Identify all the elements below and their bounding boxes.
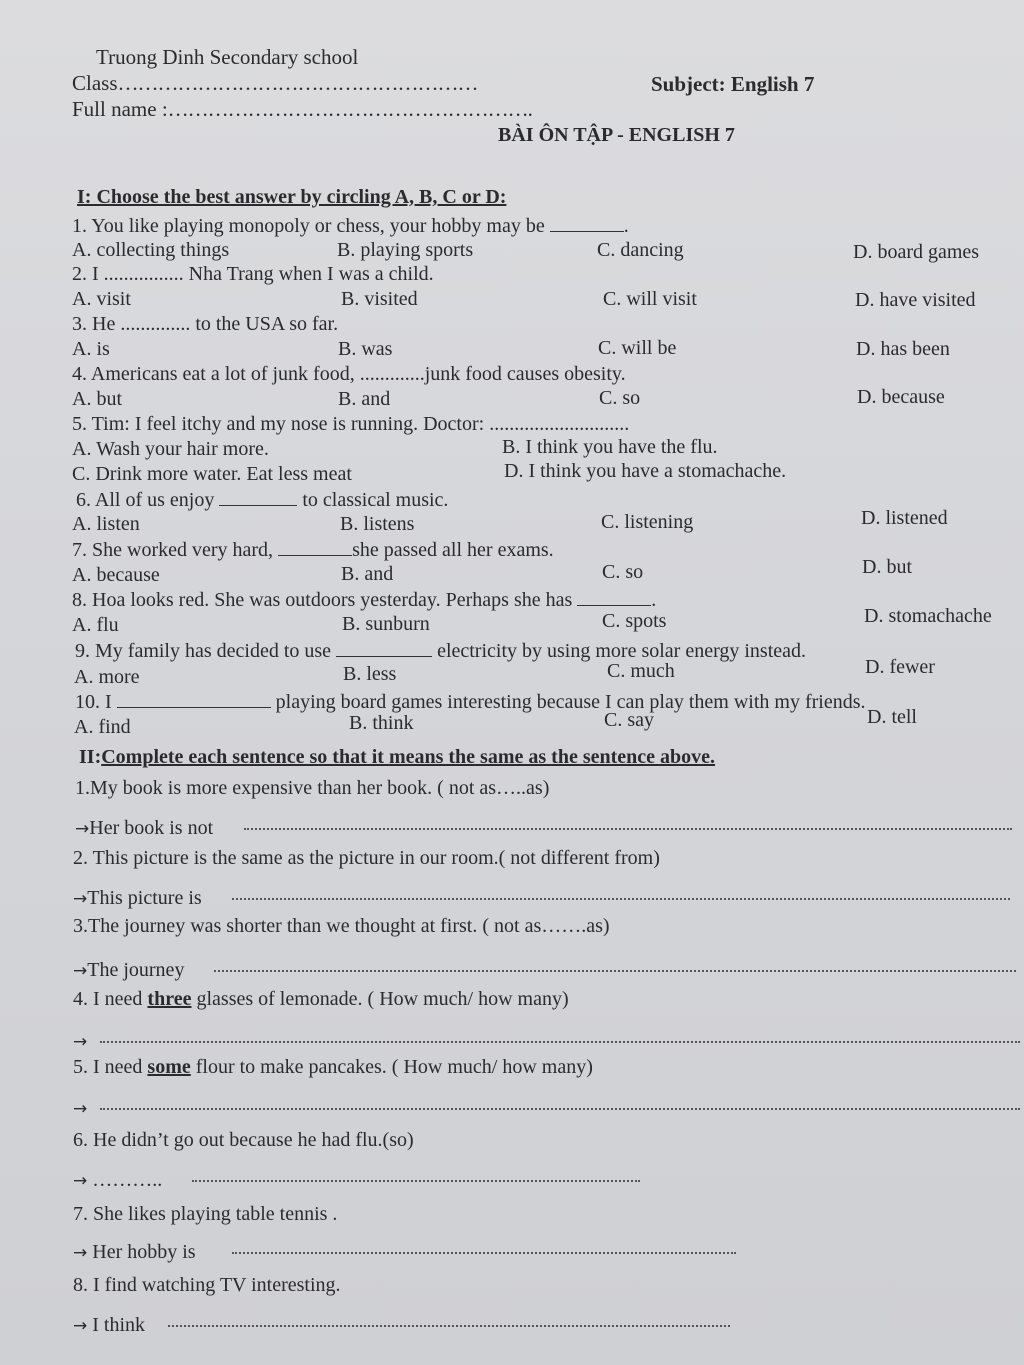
part1-heading: I: Choose the best answer by circling A, B, C or D: — [77, 186, 507, 208]
option-10d: D. tell — [867, 706, 917, 728]
rewrite-6-sentence: 6. He didn’t go out because he had flu.(so) — [73, 1129, 414, 1151]
question-2-stem: 2. I ................ Nha Trang when I was a child. — [72, 263, 434, 285]
answer-blank — [219, 487, 297, 506]
rewrite-2-answer-line[interactable] — [232, 898, 1010, 900]
question-8-stem: 8. Hoa looks red. She was outdoors yesterday. Perhaps she has . — [72, 589, 657, 611]
answer-blank — [278, 537, 352, 556]
rewrite-1-answer: →Her book is not — [75, 817, 214, 839]
school-name: Truong Dinh Secondary school — [96, 45, 359, 69]
question-9-stem: 9. My family has decided to use electricity by using more solar energy instead. — [75, 640, 807, 662]
option-8c: C. spots — [602, 610, 667, 632]
question-7-stem: 7. She worked very hard, she passed all her exams. — [72, 539, 554, 561]
option-7d: D. but — [862, 556, 912, 578]
option-4b: B. and — [338, 388, 391, 410]
option-1c: C. dancing — [597, 239, 684, 261]
option-3b: B. was — [338, 338, 393, 360]
option-2c: C. will visit — [603, 288, 697, 310]
option-5b: B. I think you have the flu. — [502, 436, 718, 458]
option-5c: C. Drink more water. Eat less meat — [72, 463, 352, 485]
option-5a: A. Wash your hair more. — [72, 438, 269, 460]
rewrite-8-sentence: 8. I find watching TV interesting. — [73, 1274, 341, 1296]
question-10-stem: 10. I playing board games interesting because I can play them with my friends. — [75, 691, 866, 713]
option-9d: D. fewer — [865, 656, 935, 678]
option-1d: D. board games — [853, 241, 980, 263]
question-6-stem: 6. All of us enjoy to classical music. — [76, 489, 449, 511]
question-4-stem: 4. Americans eat a lot of junk food, .............junk food causes obesity. — [72, 363, 626, 385]
option-8b: B. sunburn — [342, 613, 430, 635]
option-10b: B. think — [349, 712, 414, 734]
rewrite-8-answer: → I think — [73, 1314, 146, 1336]
option-6c: C. listening — [601, 511, 694, 533]
option-9c: C. much — [607, 660, 675, 682]
class-line — [72, 71, 478, 95]
rewrite-2-answer: →This picture is — [73, 887, 202, 909]
option-6a: A. listen — [72, 513, 140, 535]
rewrite-7-answer: → Her hobby is — [73, 1241, 196, 1263]
option-8d: D. stomachache — [864, 605, 992, 627]
question-1-stem: 1. You like playing monopoly or chess, your hobby may be . — [72, 215, 629, 237]
part2-heading — [79, 745, 715, 769]
rewrite-7-answer-line[interactable] — [232, 1252, 736, 1254]
arrow-icon: → — [73, 1316, 88, 1336]
answer-blank — [117, 689, 271, 708]
rewrite-5-answer — [73, 1096, 87, 1121]
option-9b: B. less — [343, 663, 397, 685]
arrow-icon: → — [73, 1243, 88, 1263]
option-2a: A. visit — [72, 288, 131, 310]
arrow-icon: → — [73, 1171, 88, 1191]
option-3d: D. has been — [856, 338, 950, 360]
option-4a: A. but — [72, 388, 122, 410]
option-4d: D. because — [857, 386, 945, 408]
emphasized-word: some — [147, 1056, 191, 1078]
rewrite-3-answer-line[interactable] — [214, 970, 1016, 972]
rewrite-5-sentence: 5. I need some flour to make pancakes. ( How much/ how many) — [73, 1056, 593, 1078]
fullname-line — [72, 97, 532, 121]
question-5-stem: 5. Tim: I feel itchy and my nose is running. Doctor: ............................ — [72, 413, 630, 435]
part2-number: II: — [79, 746, 102, 768]
page-title: BÀI ÔN TẬP - ENGLISH 7 — [498, 124, 735, 146]
arrow-icon: → — [73, 1099, 88, 1119]
class-label: Class — [72, 71, 118, 95]
option-2b: B. visited — [341, 288, 418, 310]
rewrite-1-answer-line[interactable] — [244, 828, 1012, 830]
rewrite-5-answer-line[interactable] — [100, 1108, 1020, 1110]
option-1a: A. collecting things — [72, 239, 230, 261]
option-7a: A. because — [72, 564, 160, 586]
rewrite-6-answer: → ……….. — [73, 1169, 163, 1191]
option-5d: D. I think you have a stomachache. — [504, 460, 787, 482]
class-dots: ……………………………………………… — [117, 71, 478, 95]
option-3c: C. will be — [598, 337, 677, 359]
arrow-icon: → — [73, 961, 88, 981]
question-3-stem: 3. He .............. to the USA so far. — [72, 313, 339, 335]
fullname-dots: ………………………………………………. — [167, 97, 532, 121]
option-4c: C. so — [599, 387, 641, 409]
option-7c: C. so — [602, 561, 644, 583]
option-1b: B. playing sports — [337, 239, 474, 261]
arrow-icon: → — [73, 889, 88, 909]
option-9a: A. more — [74, 666, 140, 688]
subject-label: Subject: English 7 — [651, 72, 815, 96]
answer-blank — [550, 213, 624, 232]
arrow-icon: → — [75, 819, 90, 839]
option-8a: A. flu — [72, 614, 119, 636]
rewrite-2-sentence: 2. This picture is the same as the picture in our room.( not different from) — [73, 847, 660, 869]
answer-blank — [577, 587, 651, 606]
arrow-icon: → — [73, 1032, 88, 1052]
option-3a: A. is — [72, 338, 110, 360]
rewrite-4-sentence: 4. I need three glasses of lemonade. ( How much/ how many) — [73, 988, 569, 1010]
rewrite-4-answer — [73, 1029, 87, 1054]
rewrite-7-sentence: 7. She likes playing table tennis . — [73, 1203, 338, 1225]
part2-instruction: Complete each sentence so that it means the same as the sentence above. — [101, 746, 716, 768]
option-10c: C. say — [604, 709, 654, 731]
option-7b: B. and — [341, 563, 394, 585]
option-6b: B. listens — [340, 513, 415, 535]
option-6d: D. listened — [861, 507, 948, 529]
option-2d: D. have visited — [855, 289, 976, 311]
rewrite-8-answer-line[interactable] — [168, 1325, 730, 1327]
rewrite-3-answer: →The journey — [73, 959, 185, 981]
fullname-label: Full name : — [72, 97, 168, 121]
emphasized-word: three — [147, 988, 192, 1010]
rewrite-6-answer-line[interactable] — [192, 1180, 640, 1182]
rewrite-3-sentence: 3.The journey was shorter than we thought at first. ( not as…….as) — [73, 915, 610, 937]
option-10a: A. find — [74, 716, 131, 738]
rewrite-1-sentence: 1.My book is more expensive than her book. ( not as…..as) — [75, 777, 550, 799]
answer-blank — [336, 638, 432, 657]
rewrite-4-answer-line[interactable] — [100, 1041, 1020, 1043]
